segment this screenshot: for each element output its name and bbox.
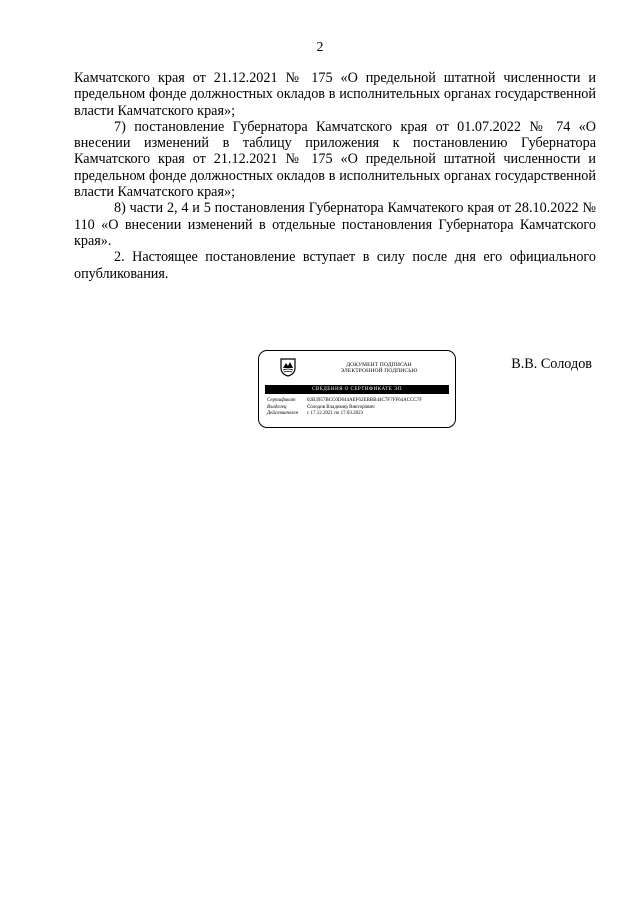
document-body <box>74 70 596 282</box>
paragraph-effective-date: 2. Настоящее постановление вступает в силу после дня его официального опубликования. <box>74 249 596 282</box>
paragraph-item-7: 7) постановление Губернатора Камчатского края от 01.07.2022 № 74 «О внесении изменений в таблицу приложения к постановлению Губернатора Камчатского края от 21.12.2021 № 175 «О предельной штатной численности и предельном фонде должностных окладов в исполнительных органах государственной власти Камчатского края»; <box>74 118 596 201</box>
stamp-value: 02B3957BCC0D644AEF62EBBB44C7F7FF64ACCC7F <box>307 398 423 403</box>
stamp-value: с 17.12.2021 по 17.03.2023 <box>307 411 364 417</box>
coat-of-arms-icon <box>279 357 297 377</box>
electronic-signature-stamp <box>258 350 456 428</box>
stamp-label: Действителен <box>267 411 299 417</box>
stamp-row-validity <box>267 411 453 418</box>
stamp-title-line2: ЭЛЕКТРОННОЙ ПОДПИСЬЮ <box>340 368 418 375</box>
stamp-certificate-details <box>267 398 453 418</box>
stamp-row-certificate <box>267 398 453 405</box>
paragraph-continuation: Камчатского края от 21.12.2021 № 175 «О предельной штатной численности и предельном фонде должностных окладов в исполнительных органах государственной власти Камчатского края»; <box>74 70 596 119</box>
stamp-label: Сертификат <box>267 398 296 403</box>
stamp-label: Владелец <box>267 404 287 410</box>
stamp-value: Солодов Владимир Викторович <box>307 404 375 410</box>
stamp-certificate-header: СВЕДЕНИЯ О СЕРТИФИКАТЕ ЭП <box>265 385 449 394</box>
stamp-title-line1: ДОКУМЕНТ ПОДПИСАН <box>346 362 412 368</box>
signer-name: В.В. Солодов <box>511 356 592 372</box>
stamp-title <box>305 362 453 375</box>
page-number: 2 <box>316 40 324 55</box>
paragraph-item-8: 8) части 2, 4 и 5 постановления Губернатора Камчатекого края от 28.10.2022 № 110 «О внесении изменений в отдельные постановления Губернатора Камчатского края». <box>74 200 596 249</box>
